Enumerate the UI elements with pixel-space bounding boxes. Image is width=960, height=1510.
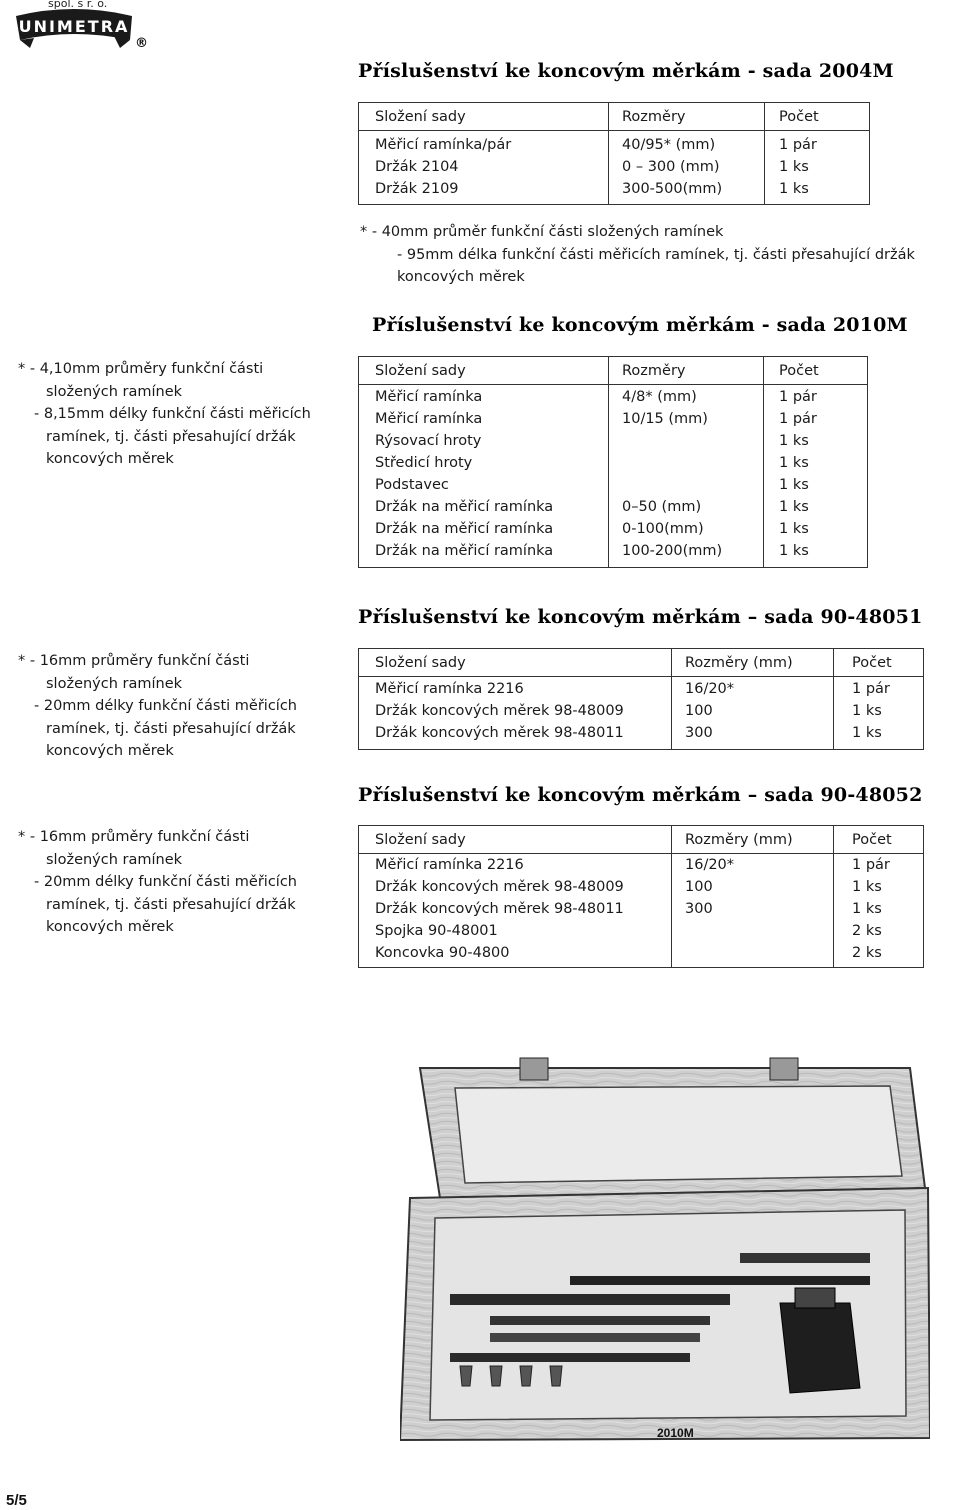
table-cell: Měřicí ramínka	[375, 411, 483, 427]
table-2004m	[358, 102, 870, 205]
table-cell: 100	[685, 703, 713, 719]
table-cell: 1 ks	[779, 543, 809, 559]
table-cell: 2 ks	[852, 923, 882, 939]
footnote-line: ramínek, tj. části přesahující držák	[46, 428, 296, 445]
column-header: Složení sady	[375, 655, 466, 671]
table-cell: Rýsovací hroty	[375, 433, 482, 449]
column-header: Rozměry	[622, 363, 686, 379]
table-cell: 4/8* (mm)	[622, 389, 697, 405]
footnote-line: koncových měrek	[46, 919, 174, 935]
column-header: Složení sady	[375, 109, 466, 125]
table-cell: 300	[685, 901, 713, 917]
table-cell: 1 ks	[852, 725, 882, 741]
footnote-line: * - 40mm průměr funkční části složených ramínek	[360, 224, 724, 240]
table-cell: 100	[685, 879, 713, 895]
column-divider	[671, 826, 672, 967]
table-cell: 1 ks	[852, 879, 882, 895]
column-divider	[763, 357, 764, 567]
column-divider	[764, 103, 765, 204]
table-cell: 1 ks	[779, 477, 809, 493]
table-cell: 10/15 (mm)	[622, 411, 708, 427]
svg-text:UNIMETRA: UNIMETRA	[18, 17, 130, 36]
table-cell: 1 ks	[779, 433, 809, 449]
table-cell: 40/95* (mm)	[622, 137, 716, 153]
table-cell: 300-500(mm)	[622, 181, 723, 197]
table-cell: 1 ks	[779, 521, 809, 537]
table-cell: 300	[685, 725, 713, 741]
column-divider	[833, 649, 834, 749]
table-cell: Podstavec	[375, 477, 449, 493]
registered-mark: ®	[135, 36, 148, 51]
table-cell: Držák koncových měrek 98-48009	[375, 879, 624, 895]
table-2010m	[358, 356, 868, 568]
column-divider	[608, 357, 609, 567]
column-header: Počet	[779, 363, 819, 379]
section-title-90-48051: Příslušenství ke koncovým měrkám – sada 90-48051	[358, 606, 923, 628]
table-cell: 1 ks	[779, 181, 809, 197]
table-cell: Měřicí ramínka 2216	[375, 681, 524, 697]
product-photo-case-2010m	[400, 1048, 930, 1443]
footnote-line: koncových měrek	[46, 451, 174, 467]
column-header: Počet	[852, 655, 892, 671]
footnote-2010m	[18, 358, 311, 471]
table-cell: 1 ks	[852, 901, 882, 917]
table-cell: 0–50 (mm)	[622, 499, 702, 515]
table-cell: 0-100(mm)	[622, 521, 704, 537]
table-cell: Držák koncových měrek 98-48011	[375, 901, 624, 917]
footnote-90-48051	[18, 650, 297, 763]
section-title-2004m: Příslušenství ke koncovým měrkám - sada 2004M	[358, 60, 894, 82]
table-cell: Měřicí ramínka 2216	[375, 857, 524, 873]
column-header: Počet	[779, 109, 819, 125]
footnote-line: složených ramínek	[46, 851, 183, 868]
footnote-line: * - 16mm průměry funkční části	[18, 653, 250, 669]
footnote-line: - 20mm délky funkční části měřicích	[34, 698, 297, 714]
section-title-2010m: Příslušenství ke koncovým měrkám - sada 2010M	[372, 314, 908, 336]
table-cell: 16/20*	[685, 857, 735, 873]
table-cell: 1 pár	[779, 389, 817, 405]
column-divider	[671, 649, 672, 749]
unimetra-logo	[14, 0, 148, 56]
table-cell: Držák 2109	[375, 181, 459, 197]
column-header: Složení sady	[375, 363, 466, 379]
table-cell: 2 ks	[852, 945, 882, 961]
table-cell: 100-200(mm)	[622, 543, 723, 559]
footnote-line: - 95mm délka funkční části měřicích ramínek, tj. části přesahující držák	[397, 246, 915, 263]
table-cell: 1 pár	[852, 857, 890, 873]
column-header: Rozměry	[622, 109, 686, 125]
footnote-line: koncových měrek	[46, 743, 174, 759]
table-cell: Držák na měřicí ramínka	[375, 521, 554, 537]
table-cell: Držák koncových měrek 98-48011	[375, 725, 624, 741]
footnote-line: ramínek, tj. části přesahující držák	[46, 720, 296, 737]
column-header: Rozměry (mm)	[685, 655, 793, 671]
column-header: Počet	[852, 832, 892, 848]
table-cell: Koncovka 90-4800	[375, 945, 510, 961]
table-cell: Držák na měřicí ramínka	[375, 499, 554, 515]
table-cell: 1 pár	[779, 411, 817, 427]
section-title-90-48052: Příslušenství ke koncovým měrkám – sada 90-48052	[358, 784, 923, 806]
table-cell: 1 ks	[852, 703, 882, 719]
table-cell: Středicí hroty	[375, 455, 473, 471]
table-cell: 1 ks	[779, 159, 809, 175]
footnote-line: * - 4,10mm průměry funkční části	[18, 361, 264, 377]
company-form-text: spol. s r. o.	[48, 0, 108, 10]
table-cell: Měřicí ramínka	[375, 389, 483, 405]
table-cell: 0 – 300 (mm)	[622, 159, 720, 175]
page-number: 5/5	[6, 1492, 27, 1509]
footnote-2004m	[360, 221, 915, 289]
table-90-48051	[358, 648, 924, 750]
footnote-line: složených ramínek	[46, 383, 183, 400]
column-header: Rozměry (mm)	[685, 832, 793, 848]
table-90-48052	[358, 825, 924, 968]
table-cell: 16/20*	[685, 681, 735, 697]
column-divider	[608, 103, 609, 204]
table-cell: Držák 2104	[375, 159, 459, 175]
table-cell: 1 ks	[779, 455, 809, 471]
table-cell: Spojka 90-48001	[375, 923, 498, 939]
footnote-line: - 20mm délky funkční části měřicích	[34, 874, 297, 890]
column-divider	[833, 826, 834, 967]
footnote-line: složených ramínek	[46, 675, 183, 692]
footnote-line: koncových měrek	[397, 269, 525, 285]
photo-caption: 2010M	[657, 1426, 694, 1440]
table-cell: 1 pár	[852, 681, 890, 697]
footnote-line: - 8,15mm délky funkční části měřicích	[34, 406, 311, 422]
column-header: Složení sady	[375, 832, 466, 848]
footnote-line: * - 16mm průměry funkční části	[18, 829, 250, 845]
footnote-90-48052	[18, 826, 297, 939]
footnote-line: ramínek, tj. části přesahující držák	[46, 896, 296, 913]
table-cell: Držák koncových měrek 98-48009	[375, 703, 624, 719]
table-cell: Měřicí ramínka/pár	[375, 137, 512, 153]
table-cell: 1 pár	[779, 137, 817, 153]
table-cell: Držák na měřicí ramínka	[375, 543, 554, 559]
table-cell: 1 ks	[779, 499, 809, 515]
